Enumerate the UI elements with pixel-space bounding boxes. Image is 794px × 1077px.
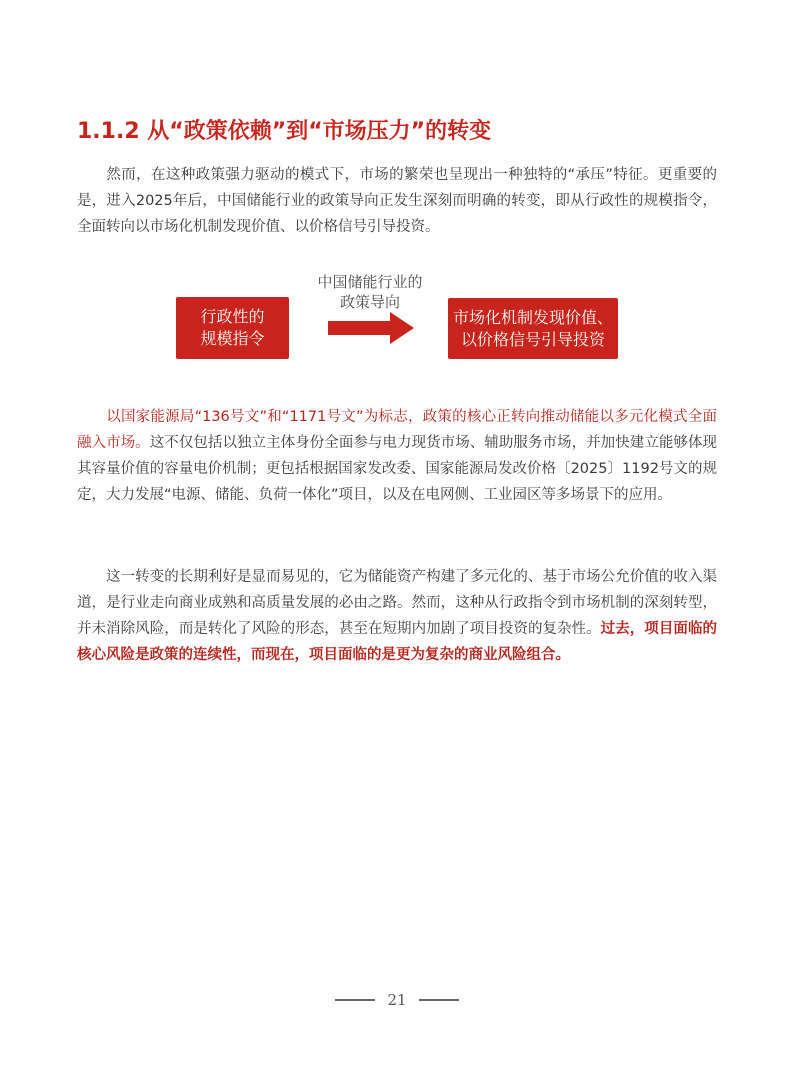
paragraph-policy-markers [77, 404, 717, 508]
diagram-box-left-label: 行政性的 规模指令 [200, 307, 265, 348]
right-arrow-icon [328, 312, 414, 344]
paragraph-risk-body: 这一转变的长期利好是显而易见的，它为储能资产构建了多元化的、基于市场公允价值的收入渠道，是行业走向商业成熟和高质量发展的必由之路。然而，这种从行政指令到市场机制的深刻转型，并未消除风险，而是转化了风险的形态，甚至在短期内加剧了项目投资的复杂性。 [77, 569, 717, 637]
paragraph-policy-lead-highlight: 以国家能源局“136号文”和“1171号文”为标志，政策的核心正转向推动储能以多元化模式全面融入市场。 [77, 409, 717, 451]
paragraph-risk-shift [77, 564, 717, 668]
diagram-arrow-label: 中国储能行业的 政策导向 [317, 273, 423, 311]
diagram-box-administrative-directive [176, 297, 289, 359]
page-number: 21 [387, 991, 407, 1009]
paragraph-intro-text: 然而，在这种政策强力驱动的模式下，市场的繁荣也呈现出一种独特的“承压”特征。更重要的是，进入2025年后，中国储能行业的政策导向正发生深刻而明确的转变，即从行政性的规模指令，全面转向以市场化机制发现价值、以价格信号引导投资。 [77, 167, 717, 235]
footer-rule-right [419, 999, 459, 1001]
diagram-box-right-label: 市场化机制发现价值、 以价格信号引导投资 [452, 307, 613, 349]
paragraph-intro [77, 162, 717, 240]
section-title: 1.1.2 从“政策依赖”到“市场压力”的转变 [77, 119, 492, 144]
paragraph-policy-body: 这不仅包括以独立主体身份全面参与电力现货市场、辅助服务市场，并加快建立能够体现其容量价值的容量电价机制；更包括根据国家发改委、国家能源局发改价格〔2025〕1192号文的规定，大力发展“电源、储能、负荷一体化”项目，以及在电网侧、工业园区等多场景下的应用。 [77, 435, 717, 503]
paragraph-risk-highlight: 过去，项目面临的核心风险是政策的连续性，而现在，项目面临的是更为复杂的商业风险组合。 [77, 621, 717, 663]
diagram-box-market-mechanism [448, 298, 618, 359]
footer-rule-left [335, 999, 375, 1001]
page-footer [0, 990, 794, 1010]
